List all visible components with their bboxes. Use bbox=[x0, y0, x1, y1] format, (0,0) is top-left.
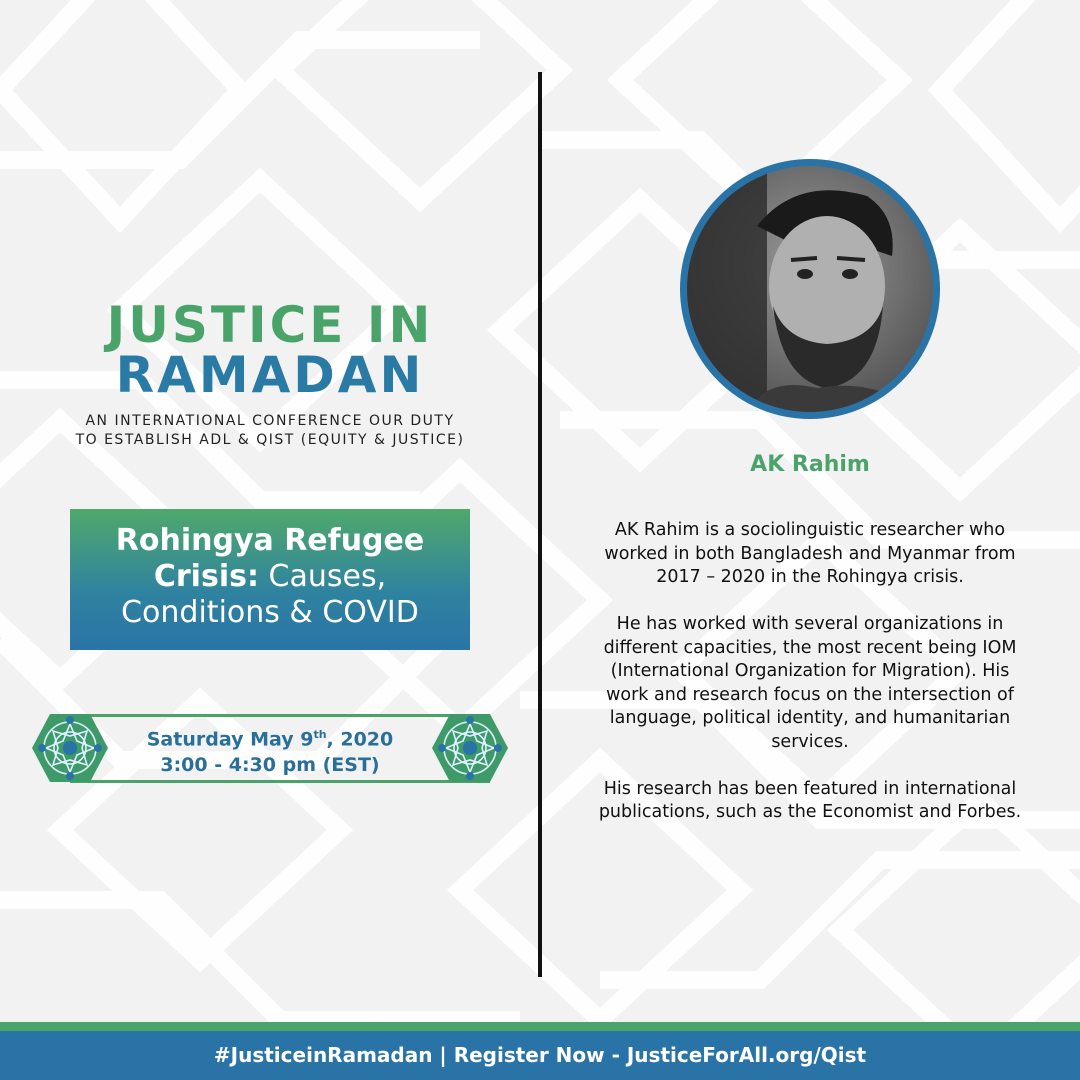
conference-title-line1: JUSTICE IN bbox=[106, 296, 434, 354]
event-date-year: , 2020 bbox=[326, 728, 394, 751]
conference-title bbox=[40, 296, 500, 404]
vertical-divider bbox=[538, 72, 542, 977]
bio-paragraph: His research has been featured in international publications, such as the Economist and Forbes. bbox=[598, 778, 1022, 822]
left-ornament-icon bbox=[30, 712, 110, 784]
event-date-prefix: Saturday May 9 bbox=[146, 728, 314, 751]
bio-paragraph: AK Rahim is a sociolinguistic researcher who worked in both Bangladesh and Myanmar from 2017 – 2020 in the Rohingya crisis. bbox=[604, 520, 1016, 587]
speaker-photo bbox=[687, 166, 933, 412]
conference-subtitle-line1: AN INTERNATIONAL CONFERENCE OUR DUTY bbox=[85, 413, 455, 429]
right-ornament-icon bbox=[430, 712, 510, 784]
topic-box bbox=[70, 509, 470, 650]
conference-title-line2: RAMADAN bbox=[115, 346, 425, 404]
topic-rest: Causes, Conditions & COVID bbox=[121, 559, 419, 630]
date-bar-top-line bbox=[70, 714, 490, 717]
speaker-name: AK Rahim bbox=[750, 452, 870, 477]
event-time: 3:00 - 4:30 pm (EST) bbox=[160, 754, 380, 777]
speaker-bio bbox=[590, 519, 1030, 848]
date-bar-bottom-line bbox=[70, 780, 490, 783]
event-date-suffix: th bbox=[313, 728, 327, 741]
footer-register-text[interactable]: #JusticeinRamadan | Register Now - JusticeForAll.org/Qist bbox=[213, 1043, 867, 1067]
event-date bbox=[120, 722, 420, 752]
topic-bold: Rohingya Refugee Crisis: bbox=[115, 523, 425, 594]
conference-subtitle bbox=[30, 412, 510, 450]
footer-green-stripe bbox=[0, 1022, 1080, 1031]
event-datetime bbox=[120, 722, 420, 778]
bio-paragraph: He has worked with several organizations in different capacities, the most recent being IOM (International Organization for Migration). His work and research focus on the intersection of language, political identity, and humanitarian services. bbox=[603, 614, 1017, 752]
conference-subtitle-line2: TO ESTABLISH ADL & QIST (EQUITY & JUSTICE) bbox=[75, 432, 465, 448]
